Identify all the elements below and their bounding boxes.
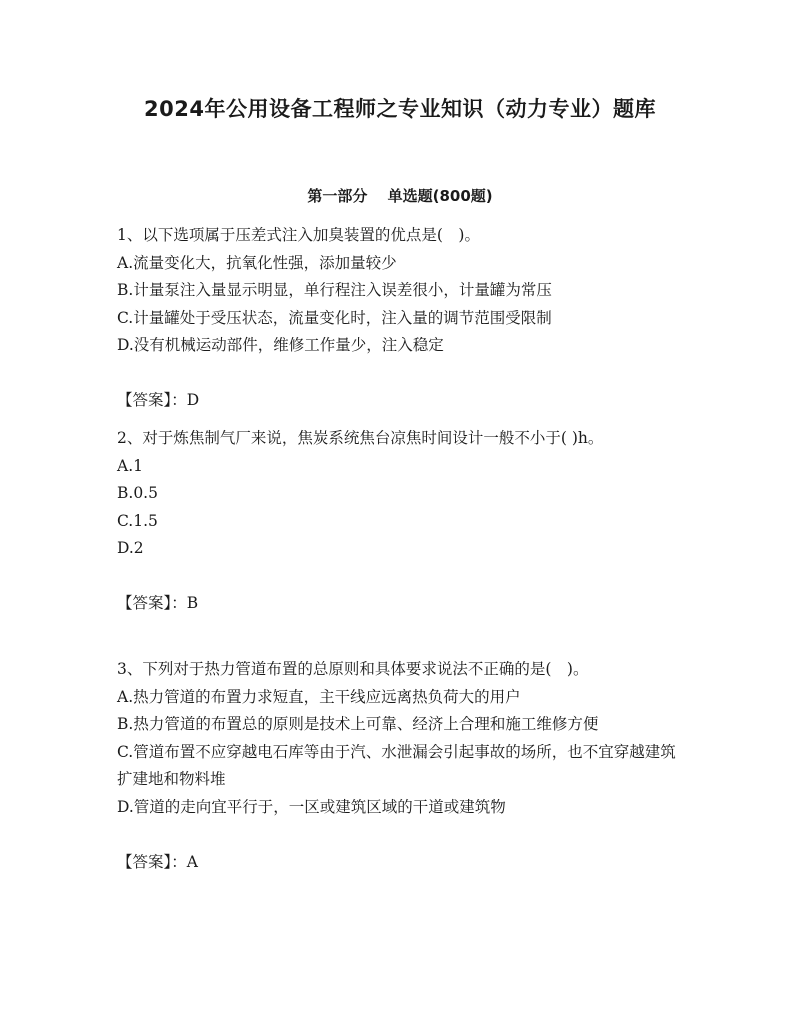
question-2 <box>117 425 677 618</box>
option-d: D.2 <box>117 539 144 557</box>
question-stem: 2、对于炼焦制气厂来说，焦炭系统焦台凉焦时间设计一般不小于( )h。 <box>117 429 604 447</box>
answer-value: B <box>186 594 199 612</box>
question-stem: 3、下列对于热力管道布置的总原则和具体要求说法不正确的是( )。 <box>117 660 589 678</box>
answer-line <box>117 849 677 877</box>
option-b: B.0.5 <box>117 484 158 502</box>
option-d: D.管道的走向宜平行于，一区或建筑区域的干道或建筑物 <box>117 797 506 816</box>
option-a: A.流量变化大，抗氧化性强，添加量较少 <box>117 253 397 272</box>
answer-line <box>117 590 677 618</box>
option-b: B.热力管道的布置总的原则是技术上可靠、经济上合理和施工维修方便 <box>117 715 599 733</box>
answer-label: 【答案】： <box>117 391 187 409</box>
answer-value: D <box>186 391 200 409</box>
option-a: A.1 <box>117 456 143 475</box>
question-3 <box>117 656 677 876</box>
option-c: C.计量罐处于受压状态，流量变化时，注入量的调节范围受限制 <box>117 308 552 327</box>
answer-label: 【答案】： <box>117 852 187 871</box>
section-heading: 第一部分 单选题(800题) <box>307 187 493 205</box>
option-a: A.热力管道的布置力求短直，主干线应远离热负荷大的用户 <box>117 687 521 706</box>
option-d: D.没有机械运动部件，维修工作量少，注入稳定 <box>117 336 444 354</box>
page-title: 2024年公用设备工程师之专业知识（动力专业）题库 <box>144 97 656 121</box>
option-c: C.1.5 <box>117 511 158 530</box>
answer-value: A <box>186 852 198 871</box>
answer-line <box>117 387 677 415</box>
question-1 <box>117 222 677 415</box>
answer-label: 【答案】： <box>117 594 187 612</box>
question-stem: 1、以下选项属于压差式注入加臭装置的优点是( )。 <box>117 226 480 244</box>
option-c: C.管道布置不应穿越电石库等由于汽、水泄漏会引起事故的场所，也不宜穿越建筑扩建地和物料堆 <box>117 742 676 788</box>
option-b: B.计量泵注入量显示明显，单行程注入误差很小，计量罐为常压 <box>117 281 552 299</box>
